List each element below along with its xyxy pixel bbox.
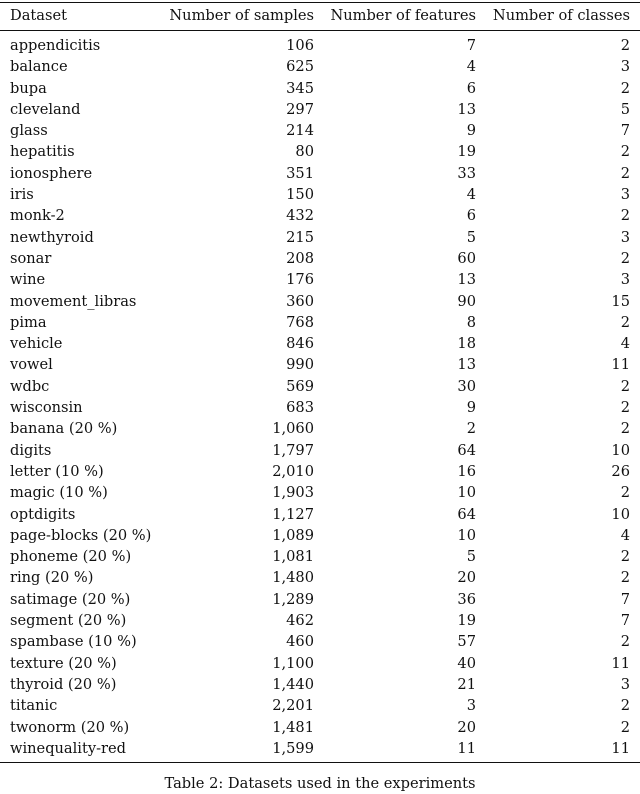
table-top-rule bbox=[0, 2, 640, 3]
features-cell: 8 bbox=[466, 313, 476, 331]
table-row bbox=[0, 482, 640, 503]
table-row bbox=[0, 56, 640, 77]
samples-cell: 106 bbox=[286, 37, 314, 54]
table-row bbox=[0, 567, 640, 588]
dataset-name-cell: ring (20 %) bbox=[10, 569, 94, 587]
classes-cell: 3 bbox=[620, 271, 630, 289]
classes-cell: 2 bbox=[620, 548, 630, 566]
samples-cell: 1,060 bbox=[272, 420, 314, 438]
dataset-name-cell: titanic bbox=[10, 697, 58, 715]
table-row bbox=[0, 738, 640, 759]
table-header-rule bbox=[0, 30, 640, 31]
dataset-name-cell: satimage (20 %) bbox=[10, 590, 131, 608]
dataset-name-cell: magic (10 %) bbox=[10, 484, 108, 502]
samples-cell: 990 bbox=[286, 356, 314, 374]
samples-cell: 1,100 bbox=[272, 654, 314, 672]
features-cell: 13 bbox=[457, 100, 476, 118]
samples-cell: 214 bbox=[286, 122, 314, 140]
classes-cell: 15 bbox=[611, 292, 630, 310]
features-cell: 10 bbox=[457, 526, 476, 544]
table-row bbox=[0, 291, 640, 312]
features-cell: 60 bbox=[457, 249, 476, 267]
features-cell: 10 bbox=[457, 484, 476, 502]
samples-cell: 360 bbox=[286, 292, 314, 310]
features-cell: 18 bbox=[457, 335, 476, 353]
table-row bbox=[0, 610, 640, 631]
table-row bbox=[0, 397, 640, 418]
classes-cell: 2 bbox=[620, 399, 630, 417]
dataset-name-cell: glass bbox=[10, 122, 48, 140]
features-cell: 64 bbox=[457, 505, 476, 523]
dataset-name-cell: digits bbox=[10, 441, 52, 459]
samples-cell: 1,289 bbox=[272, 590, 314, 608]
samples-cell: 1,081 bbox=[272, 548, 314, 566]
features-cell: 9 bbox=[466, 399, 476, 417]
samples-cell: 1,903 bbox=[272, 484, 314, 502]
dataset-name-cell: twonorm (20 %) bbox=[10, 718, 130, 736]
table-row bbox=[0, 141, 640, 162]
samples-cell: 683 bbox=[286, 399, 314, 417]
dataset-name-cell: cleveland bbox=[10, 100, 81, 118]
dataset-name-cell: optdigits bbox=[10, 505, 76, 523]
classes-cell: 11 bbox=[611, 739, 630, 757]
classes-cell: 2 bbox=[620, 718, 630, 736]
dataset-name-cell: phoneme (20 %) bbox=[10, 548, 132, 566]
classes-cell: 3 bbox=[620, 228, 630, 246]
features-cell: 33 bbox=[457, 164, 476, 182]
features-cell: 2 bbox=[466, 420, 476, 438]
features-cell: 30 bbox=[457, 377, 476, 395]
dataset-name-cell: segment (20 %) bbox=[10, 612, 127, 630]
dataset-name-cell: monk-2 bbox=[10, 207, 65, 225]
classes-cell: 10 bbox=[611, 505, 630, 523]
table-row bbox=[0, 695, 640, 716]
features-cell: 16 bbox=[457, 462, 476, 480]
table-bottom-rule bbox=[0, 762, 640, 763]
table-row bbox=[0, 631, 640, 652]
samples-cell: 1,797 bbox=[272, 441, 314, 459]
classes-cell: 2 bbox=[620, 377, 630, 395]
features-cell: 40 bbox=[457, 654, 476, 672]
classes-cell: 10 bbox=[611, 441, 630, 459]
table-row bbox=[0, 674, 640, 695]
classes-cell: 2 bbox=[620, 207, 630, 225]
features-cell: 64 bbox=[457, 441, 476, 459]
dataset-name-cell: thyroid (20 %) bbox=[10, 675, 117, 693]
classes-cell: 3 bbox=[620, 675, 630, 693]
dataset-name-cell: winequality-red bbox=[10, 739, 126, 757]
table-row bbox=[0, 461, 640, 482]
dataset-name-cell: letter (10 %) bbox=[10, 462, 104, 480]
table-caption: Table 2: Datasets used in the experiments bbox=[164, 775, 476, 792]
classes-cell: 2 bbox=[620, 79, 630, 97]
dataset-name-cell: spambase (10 %) bbox=[10, 633, 137, 651]
table-row bbox=[0, 525, 640, 546]
table-row bbox=[0, 440, 640, 461]
features-cell: 6 bbox=[466, 207, 476, 225]
features-cell: 21 bbox=[457, 675, 476, 693]
dataset-name-cell: banana (20 %) bbox=[10, 420, 118, 438]
samples-cell: 432 bbox=[286, 207, 314, 225]
table-body bbox=[0, 35, 640, 759]
samples-cell: 1,480 bbox=[272, 569, 314, 587]
samples-cell: 1,089 bbox=[272, 526, 314, 544]
classes-cell: 2 bbox=[620, 420, 630, 438]
features-cell: 5 bbox=[466, 228, 476, 246]
classes-cell: 4 bbox=[620, 335, 630, 353]
features-cell: 6 bbox=[466, 79, 476, 97]
table-row bbox=[0, 269, 640, 290]
table-row bbox=[0, 418, 640, 439]
features-cell: 36 bbox=[457, 590, 476, 608]
samples-cell: 569 bbox=[286, 377, 314, 395]
table-row bbox=[0, 653, 640, 674]
dataset-name-cell: bupa bbox=[10, 79, 47, 97]
dataset-name-cell: sonar bbox=[10, 249, 52, 267]
classes-cell: 3 bbox=[620, 186, 630, 204]
table-row bbox=[0, 78, 640, 99]
classes-cell: 2 bbox=[620, 143, 630, 161]
classes-cell: 7 bbox=[620, 122, 630, 140]
features-cell: 5 bbox=[466, 548, 476, 566]
header-number-of-features: Number of features bbox=[330, 7, 476, 24]
table-row bbox=[0, 717, 640, 738]
samples-cell: 176 bbox=[286, 271, 314, 289]
samples-cell: 2,010 bbox=[272, 462, 314, 480]
table-row bbox=[0, 99, 640, 120]
dataset-name-cell: movement_libras bbox=[10, 292, 137, 310]
features-cell: 20 bbox=[457, 718, 476, 736]
classes-cell: 5 bbox=[620, 100, 630, 118]
classes-cell: 2 bbox=[620, 484, 630, 502]
table-row bbox=[0, 163, 640, 184]
classes-cell: 11 bbox=[611, 356, 630, 374]
table-row bbox=[0, 120, 640, 141]
header-dataset: Dataset bbox=[10, 7, 67, 24]
samples-cell: 345 bbox=[286, 79, 314, 97]
dataset-name-cell: newthyroid bbox=[10, 228, 94, 246]
dataset-name-cell: vehicle bbox=[10, 335, 63, 353]
classes-cell: 4 bbox=[620, 526, 630, 544]
table-row bbox=[0, 333, 640, 354]
table-row bbox=[0, 184, 640, 205]
classes-cell: 3 bbox=[620, 58, 630, 76]
classes-cell: 11 bbox=[611, 654, 630, 672]
features-cell: 90 bbox=[457, 292, 476, 310]
header-number-of-samples: Number of samples bbox=[169, 7, 314, 24]
classes-cell: 2 bbox=[620, 249, 630, 267]
classes-cell: 7 bbox=[620, 612, 630, 630]
table-row bbox=[0, 504, 640, 525]
samples-cell: 462 bbox=[286, 612, 314, 630]
table-row bbox=[0, 227, 640, 248]
table-row bbox=[0, 354, 640, 375]
samples-cell: 1,127 bbox=[272, 505, 314, 523]
dataset-name-cell: wine bbox=[10, 271, 46, 289]
samples-cell: 1,481 bbox=[272, 718, 314, 736]
features-cell: 19 bbox=[457, 612, 476, 630]
dataset-name-cell: wisconsin bbox=[10, 399, 83, 417]
table-row bbox=[0, 248, 640, 269]
features-cell: 4 bbox=[466, 58, 476, 76]
samples-cell: 1,599 bbox=[272, 739, 314, 757]
classes-cell: 2 bbox=[620, 633, 630, 651]
features-cell: 57 bbox=[457, 633, 476, 651]
table-row bbox=[0, 376, 640, 397]
samples-cell: 846 bbox=[286, 335, 314, 353]
samples-cell: 1,440 bbox=[272, 675, 314, 693]
table-row bbox=[0, 312, 640, 333]
table-row bbox=[0, 589, 640, 610]
classes-cell: 2 bbox=[620, 569, 630, 587]
features-cell: 3 bbox=[466, 697, 476, 715]
dataset-name-cell: hepatitis bbox=[10, 143, 75, 161]
features-cell: 9 bbox=[466, 122, 476, 140]
features-cell: 11 bbox=[457, 739, 476, 757]
classes-cell: 2 bbox=[620, 37, 630, 54]
dataset-name-cell: pima bbox=[10, 313, 47, 331]
samples-cell: 215 bbox=[286, 228, 314, 246]
features-cell: 20 bbox=[457, 569, 476, 587]
classes-cell: 2 bbox=[620, 164, 630, 182]
dataset-name-cell: texture (20 %) bbox=[10, 654, 117, 672]
samples-cell: 2,201 bbox=[272, 697, 314, 715]
classes-cell: 2 bbox=[620, 697, 630, 715]
classes-cell: 7 bbox=[620, 590, 630, 608]
dataset-name-cell: appendicitis bbox=[10, 37, 101, 54]
table-row bbox=[0, 546, 640, 567]
dataset-name-cell: vowel bbox=[10, 356, 53, 374]
samples-cell: 625 bbox=[286, 58, 314, 76]
samples-cell: 460 bbox=[286, 633, 314, 651]
dataset-name-cell: balance bbox=[10, 58, 68, 76]
header-number-of-classes: Number of classes bbox=[492, 7, 630, 24]
features-cell: 4 bbox=[466, 186, 476, 204]
dataset-name-cell: iris bbox=[10, 186, 34, 204]
features-cell: 19 bbox=[457, 143, 476, 161]
dataset-name-cell: ionosphere bbox=[10, 164, 93, 182]
samples-cell: 351 bbox=[286, 164, 314, 182]
samples-cell: 768 bbox=[286, 313, 314, 331]
features-cell: 13 bbox=[457, 356, 476, 374]
samples-cell: 150 bbox=[286, 186, 314, 204]
table-row bbox=[0, 35, 640, 56]
samples-cell: 208 bbox=[286, 249, 314, 267]
classes-cell: 2 bbox=[620, 313, 630, 331]
table-row bbox=[0, 205, 640, 226]
classes-cell: 26 bbox=[611, 462, 630, 480]
dataset-name-cell: page-blocks (20 %) bbox=[10, 526, 152, 544]
samples-cell: 80 bbox=[295, 143, 314, 161]
features-cell: 7 bbox=[466, 37, 476, 54]
table-header-row bbox=[0, 6, 640, 26]
samples-cell: 297 bbox=[286, 100, 314, 118]
features-cell: 13 bbox=[457, 271, 476, 289]
dataset-name-cell: wdbc bbox=[10, 377, 50, 395]
